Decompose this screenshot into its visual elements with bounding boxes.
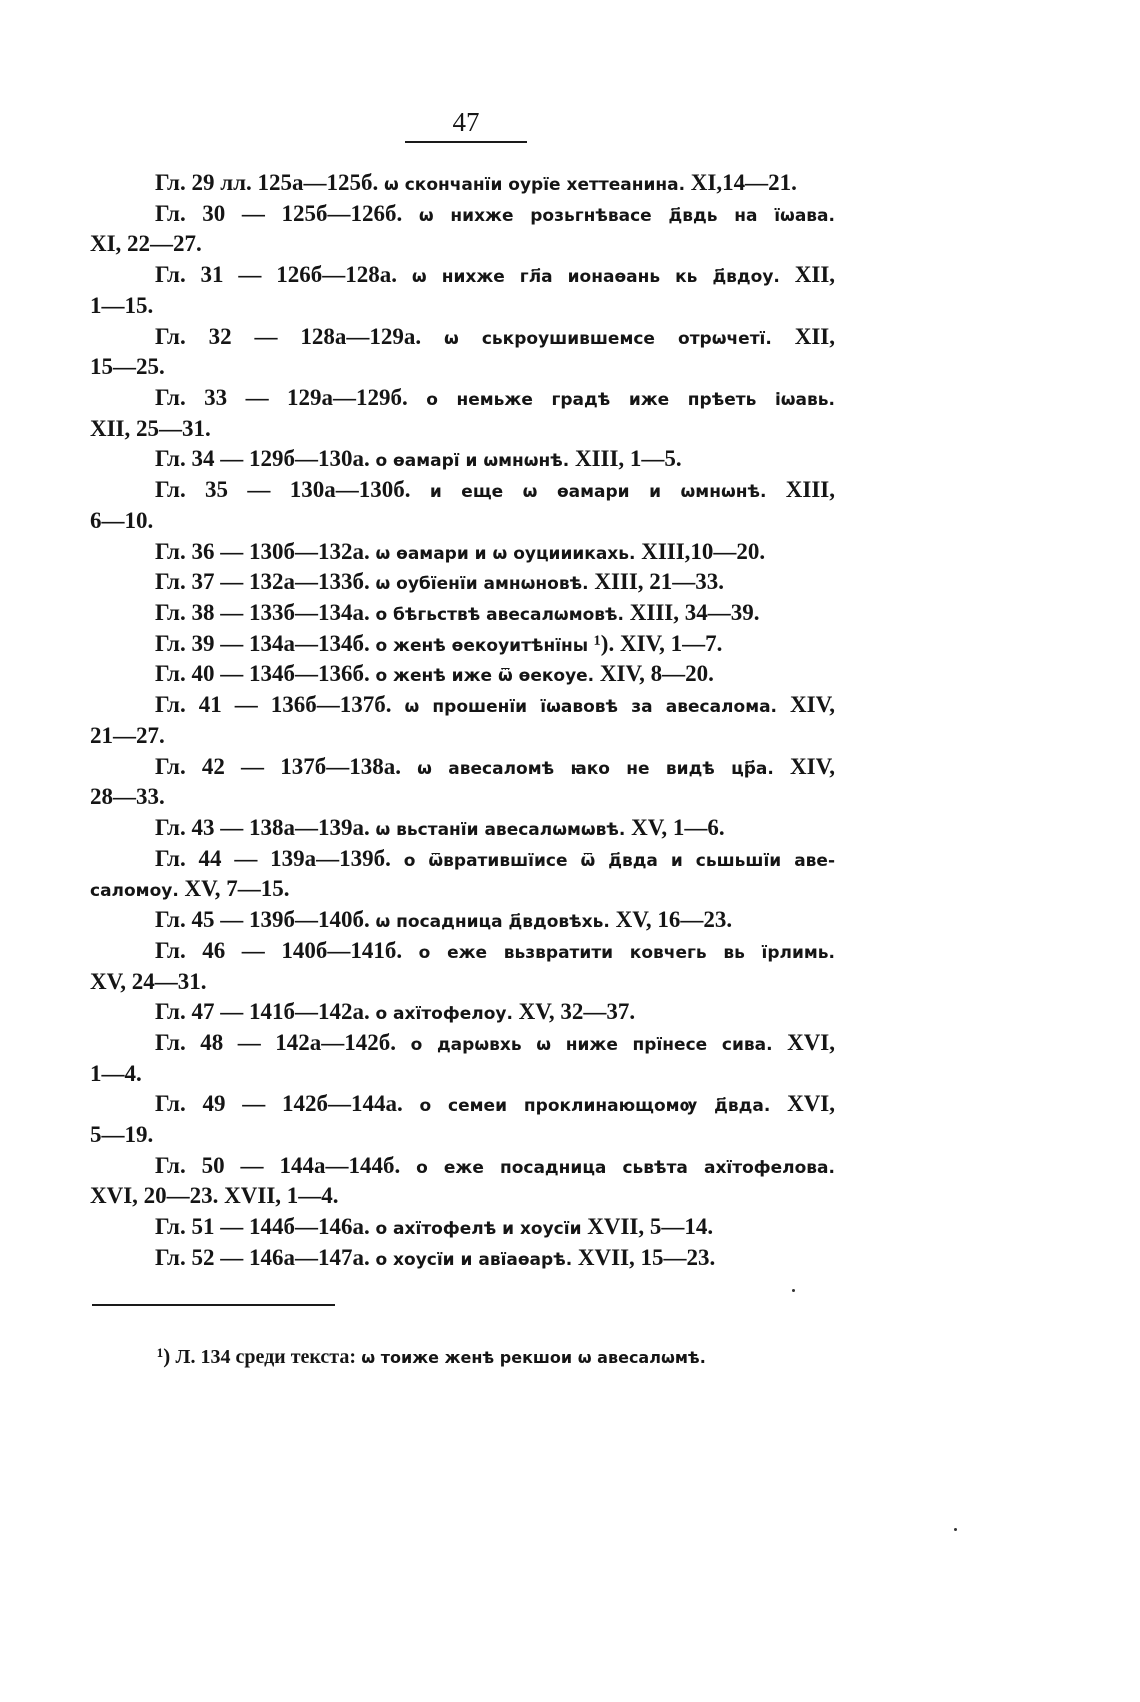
entry-continuation-line bbox=[90, 781, 835, 812]
scan-speck bbox=[792, 1289, 795, 1292]
entry-continuation-line bbox=[90, 290, 835, 321]
chapter-folio-ref: Гл. 40 — 134б—136б. bbox=[155, 661, 370, 687]
slavonic-title: о бѣгьствѣ авесалѡмовѣ. bbox=[375, 604, 625, 625]
slavonic-title: ѡ посадница д҃вдовѣхь. bbox=[375, 912, 610, 932]
slavonic-title: ѡ скончанїи оурїе хеттеанина. bbox=[384, 175, 686, 195]
verse-range: XVI, bbox=[787, 1029, 835, 1055]
entry-continuation-line bbox=[90, 873, 835, 904]
verse-range: 15—25. bbox=[90, 354, 165, 380]
page-number-rule bbox=[405, 141, 527, 143]
slavonic-title: о семеи проклинающомѹ д҃вда. bbox=[419, 1096, 771, 1117]
verse-range: XVI, bbox=[787, 1091, 835, 1117]
verse-range: XIII,10—20. bbox=[641, 538, 766, 564]
entry-line bbox=[155, 1027, 835, 1058]
verse-range: XVI, 20—23. XVII, 1—4. bbox=[90, 1183, 339, 1209]
verse-range: XII, 25—31. bbox=[90, 415, 211, 441]
footnote-marker: ¹) bbox=[157, 1344, 171, 1368]
chapter-folio-ref: Гл. 34 — 129б—130а. bbox=[155, 446, 370, 472]
entry-line bbox=[155, 935, 835, 966]
slavonic-title: ѡ нихже розьгнѣвасе д҃вдь на їѡава. bbox=[418, 205, 835, 226]
verse-range: XV, 32—37. bbox=[518, 999, 636, 1025]
verse-range: 28—33. bbox=[90, 784, 165, 810]
page-number: 47 bbox=[452, 107, 480, 137]
chapter-folio-ref: Гл. 44 — 139а—139б. bbox=[155, 845, 391, 871]
verse-range: XII, bbox=[794, 262, 836, 288]
chapter-folio-ref: Гл. 43 — 138а—139а. bbox=[155, 814, 370, 840]
entry-line bbox=[155, 1088, 835, 1119]
footnote-marker: ¹). bbox=[593, 630, 615, 656]
chapter-folio-ref: Гл. 38 — 133б—134а. bbox=[155, 599, 370, 625]
entry-continuation-line bbox=[90, 1180, 835, 1211]
verse-range: XI,14—21. bbox=[690, 170, 797, 195]
entry-continuation-line bbox=[90, 720, 835, 751]
chapter-folio-ref: Гл. 33 — 129а—129б. bbox=[155, 385, 408, 410]
slavonic-title: ѡ нихже гл҃а ионаѳань кь д҃вдоу. bbox=[411, 267, 780, 288]
slavonic-title: и еще ѡ ѳамари и ѡмнѡнѣ. bbox=[429, 482, 767, 503]
entry-line bbox=[155, 566, 835, 597]
entry-continuation-line bbox=[90, 505, 835, 536]
slavonic-title: о еже посадница сьвѣта ахїтофелова. bbox=[416, 1157, 835, 1178]
chapter-folio-ref: Гл. 48 — 142а—142б. bbox=[155, 1029, 397, 1055]
verse-range: 5—19. bbox=[90, 1122, 154, 1147]
chapter-folio-ref: Гл. 29 лл. 125а—125б. bbox=[155, 170, 379, 195]
chapter-folio-ref: Гл. 51 — 144б—146а. bbox=[155, 1214, 370, 1240]
entry-line bbox=[155, 689, 835, 720]
verse-range: XIV, 8—20. bbox=[599, 661, 714, 687]
slavonic-title: ѡ ськроушившемсе отрѡчетї. bbox=[444, 328, 772, 349]
chapter-folio-ref: Гл. 37 — 132а—133б. bbox=[155, 569, 370, 595]
slavonic-title: ѡ прошенїи їѡавовѣ за авесалома. bbox=[404, 697, 778, 718]
chapter-folio-ref: Гл. 30 — 125б—126б. bbox=[155, 200, 403, 226]
entry-continuation-line bbox=[90, 966, 835, 997]
chapter-folio-ref: Гл. 32 — 128а—129а. bbox=[155, 323, 422, 349]
entry-line bbox=[155, 812, 835, 843]
entry-line bbox=[155, 996, 835, 1027]
chapter-folio-ref: Гл. 47 — 141б—142а. bbox=[155, 999, 370, 1025]
entry-line bbox=[155, 536, 835, 567]
slavonic-title: ѡ авесаломѣ ꙗко не видѣ цр҃а. bbox=[417, 758, 774, 779]
verse-range: XIV, bbox=[790, 753, 835, 779]
chapter-folio-ref: Гл. 49 — 142б—144а. bbox=[155, 1091, 403, 1117]
chapter-folio-ref: Гл. 46 — 140б—141б. bbox=[155, 937, 403, 963]
slavonic-title: ѡ вьстанїи авесалѡмѡвѣ. bbox=[375, 819, 626, 840]
verse-range: XIII, 21—33. bbox=[594, 569, 725, 595]
chapter-folio-ref: Гл. 31 — 126б—128а. bbox=[155, 262, 398, 288]
footnote-reference: Л. 134 среди текста: bbox=[175, 1346, 357, 1368]
chapter-folio-ref: Гл. 50 — 144а—144б. bbox=[155, 1152, 401, 1178]
slavonic-title: ѡ оубїенїи амнѡновѣ. bbox=[375, 574, 589, 595]
chapter-folio-ref: Гл. 39 — 134а—134б. bbox=[155, 630, 370, 656]
verse-range: XVII, 15—23. bbox=[577, 1244, 716, 1270]
verse-range: XVII, 5—14. bbox=[587, 1214, 714, 1240]
chapter-folio-ref: Гл. 41 — 136б—137б. bbox=[155, 692, 392, 718]
slavonic-title: о ахїтофелѣ и хоусїи bbox=[375, 1219, 582, 1240]
slavonic-title: о немьже градѣ иже прѣеть іѡавь. bbox=[426, 390, 835, 410]
entry-line bbox=[155, 1211, 835, 1242]
chapter-folio-ref: Гл. 42 — 137б—138а. bbox=[155, 753, 401, 779]
verse-range: XI, 22—27. bbox=[90, 231, 202, 257]
slavonic-title: о ѳамарї и ѡмнѡнѣ. bbox=[375, 451, 570, 472]
entry-line bbox=[155, 904, 835, 935]
footnote-text: ѡ тоиже женѣ рекшои ѡ авесалѡмѣ. bbox=[361, 1348, 706, 1367]
entry-continuation-line bbox=[90, 351, 835, 382]
footnote-rule bbox=[92, 1304, 335, 1306]
entry-line bbox=[155, 597, 835, 628]
entry-line bbox=[155, 321, 835, 352]
verse-range: 1—15. bbox=[90, 292, 154, 318]
entry-continuation-line bbox=[90, 413, 835, 444]
footnote bbox=[157, 1341, 706, 1372]
verse-range: XV, 1—6. bbox=[631, 814, 725, 840]
verse-range: 1—4. bbox=[90, 1060, 142, 1086]
slavonic-title: о женѣ иже ѿ ѳекоуе. bbox=[375, 666, 595, 687]
entry-line bbox=[155, 843, 835, 874]
entry-continuation-line bbox=[90, 1119, 835, 1150]
slavonic-title: о еже вьзвратити ковчегь вь їрлимь. bbox=[418, 942, 836, 963]
entry-continuation-line bbox=[90, 1058, 835, 1089]
slavonic-title: о дарѡвхь ѡ ниже прїнесе сива. bbox=[410, 1034, 773, 1055]
chapter-folio-ref: Гл. 36 — 130б—132а. bbox=[155, 538, 370, 564]
verse-range: XV, 16—23. bbox=[615, 907, 733, 932]
entry-line bbox=[155, 751, 835, 782]
entry-line bbox=[155, 443, 835, 474]
entry-line bbox=[155, 167, 835, 198]
entry-line bbox=[155, 1242, 835, 1273]
verse-range: XIII, 34—39. bbox=[629, 599, 760, 625]
verse-range: XV, 7—15. bbox=[184, 876, 290, 902]
entry-line bbox=[155, 382, 835, 413]
verse-range: 6—10. bbox=[90, 507, 154, 533]
verse-range: XII, bbox=[794, 323, 835, 349]
verse-range: XIV, bbox=[790, 692, 835, 718]
entry-line bbox=[155, 474, 835, 505]
slavonic-title: о хоусїи и авїаѳарѣ. bbox=[375, 1249, 573, 1270]
slavonic-title: о ѿвратившїисе ѿ д҃вда и сьшьшїи аве- bbox=[403, 850, 836, 871]
chapter-folio-ref: Гл. 35 — 130а—130б. bbox=[155, 477, 411, 503]
entry-continuation-line bbox=[90, 228, 835, 259]
verse-range: XIII, bbox=[785, 477, 836, 503]
entry-line bbox=[155, 658, 835, 689]
chapter-folio-ref: Гл. 45 — 139б—140б. bbox=[155, 907, 370, 932]
entry-line bbox=[155, 198, 835, 229]
slavonic-title: ѡ ѳамари и ѡ оуцииикахь. bbox=[375, 543, 636, 564]
entry-line bbox=[155, 259, 835, 290]
verse-range: XIII, 1—5. bbox=[574, 446, 682, 472]
scan-speck bbox=[954, 1528, 957, 1531]
verse-range: XIV, 1—7. bbox=[619, 630, 723, 656]
slavonic-title: саломоу. bbox=[90, 881, 179, 902]
verse-range: 21—27. bbox=[90, 722, 165, 748]
slavonic-title: о женѣ ѳекоуитѣнїны bbox=[375, 635, 589, 656]
entry-line bbox=[155, 1150, 835, 1181]
slavonic-title: о ахїтофелоу. bbox=[375, 1004, 513, 1025]
entry-line bbox=[155, 628, 835, 659]
verse-range: XV, 24—31. bbox=[90, 968, 207, 994]
chapter-folio-ref: Гл. 52 — 146а—147а. bbox=[155, 1244, 370, 1270]
